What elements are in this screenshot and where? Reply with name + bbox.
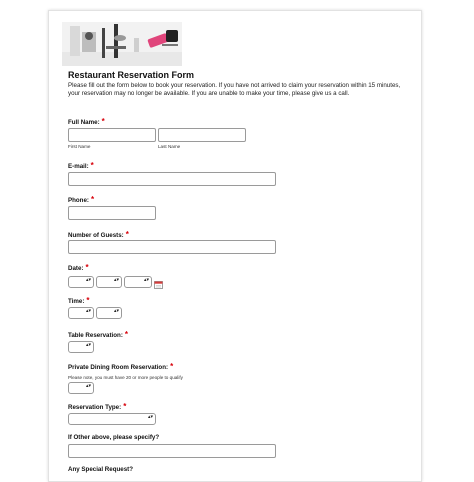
phone-label: Phone: * xyxy=(68,195,95,204)
chevron-updown-icon: ▴▾ xyxy=(113,277,119,283)
form-description: Please fill out the form below to book your reservation. If you have not arrived to claim your reservation within 15 minutes, your reservation may no longer be available. If you are unable to make your time, please give us a call. xyxy=(68,82,401,97)
guests-field[interactable] xyxy=(68,240,276,254)
date-month-select[interactable] xyxy=(68,276,94,288)
chevron-updown-icon: ▴▾ xyxy=(143,277,149,283)
table-reservation-label: Table Reservation: * xyxy=(68,330,129,339)
reservation-type-select[interactable] xyxy=(68,413,156,425)
calendar-icon[interactable] xyxy=(154,276,163,294)
last-name-sublabel: Last Name xyxy=(158,144,181,149)
chevron-updown-icon: ▴▾ xyxy=(85,383,91,389)
private-dining-hint: Please note, you must have 20 or more people to qualify xyxy=(68,375,183,380)
email-field[interactable] xyxy=(68,172,276,186)
first-name-input[interactable] xyxy=(68,128,156,142)
chevron-updown-icon: ▴▾ xyxy=(147,414,153,420)
special-request-label: Any Special Request? xyxy=(68,466,133,473)
other-specify-label: If Other above, please specify? xyxy=(68,434,160,441)
other-specify-field[interactable] xyxy=(68,444,276,458)
guests-label: Number of Guests: * xyxy=(68,230,129,239)
form-title: Restaurant Reservation Form xyxy=(68,70,195,80)
chevron-updown-icon: ▴▾ xyxy=(85,308,91,314)
table-reservation-select[interactable] xyxy=(68,341,94,353)
private-dining-label: Private Dining Room Reservation: * xyxy=(68,362,174,371)
full-name-label: Full Name: * xyxy=(68,117,105,126)
time-minute-select[interactable] xyxy=(96,307,122,319)
date-day-select[interactable] xyxy=(96,276,122,288)
email-label: E-mail: * xyxy=(68,161,94,170)
date-label: Date: * xyxy=(68,263,89,272)
required-asterisk: * xyxy=(101,117,105,126)
time-label: Time: * xyxy=(68,296,90,305)
chevron-updown-icon: ▴▾ xyxy=(85,277,91,283)
first-name-sublabel: First Name xyxy=(68,144,91,149)
private-dining-select[interactable] xyxy=(68,382,94,394)
time-hour-select[interactable] xyxy=(68,307,94,319)
last-name-input[interactable] xyxy=(158,128,246,142)
chevron-updown-icon: ▴▾ xyxy=(85,342,91,348)
date-year-select[interactable] xyxy=(124,276,152,288)
reservation-type-label: Reservation Type: * xyxy=(68,402,127,411)
chevron-updown-icon: ▴▾ xyxy=(113,308,119,314)
restaurant-table-image xyxy=(62,22,182,66)
phone-field[interactable] xyxy=(68,206,156,220)
